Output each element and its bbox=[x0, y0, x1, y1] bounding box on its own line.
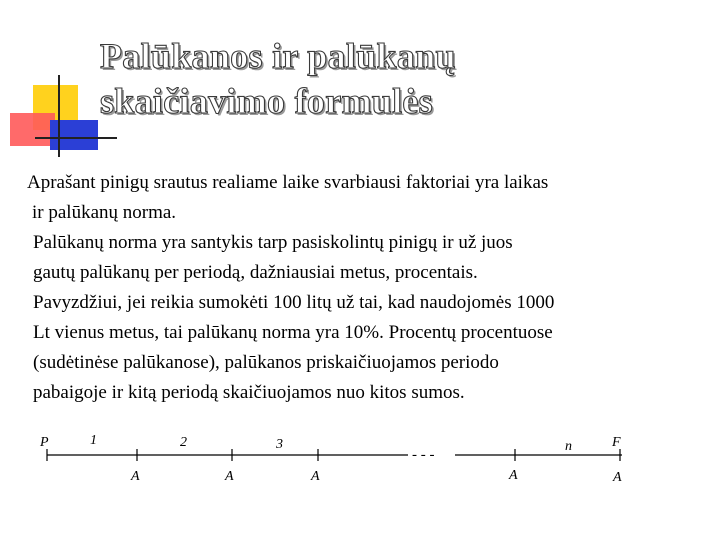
paragraph-1-line: ir palūkanų norma. bbox=[32, 202, 177, 223]
paragraph-1 bbox=[27, 168, 707, 228]
title-line-2: skaičiavimo formulės bbox=[100, 81, 433, 121]
paragraph-2 bbox=[27, 228, 707, 408]
decor-horizontal-line bbox=[35, 137, 117, 139]
decor-vertical-line bbox=[58, 75, 60, 157]
timeline-period-label: 2 bbox=[180, 435, 187, 450]
cash-flow-timeline bbox=[0, 420, 720, 495]
paragraph-2-line: gautų palūkanų per periodą, dažniausiai metus, procentais. bbox=[33, 262, 478, 283]
title-line-1: Palūkanos ir palūkanų bbox=[100, 36, 456, 76]
timeline-period-label: 3 bbox=[276, 437, 283, 452]
timeline-period-label: n bbox=[565, 439, 572, 454]
timeline-end-label: F bbox=[612, 435, 621, 450]
timeline-payment-label: A bbox=[225, 469, 234, 484]
paragraph-2-line: Palūkanų norma yra santykis tarp pasiskolintų pinigų ir už juos bbox=[33, 232, 513, 253]
paragraph-2-line: pabaigoje ir kitą periodą skaičiuojamos nuo kitos sumos. bbox=[33, 382, 465, 403]
paragraph-2-line: Lt vienus metus, tai palūkanų norma yra 10%. Procentų procentuose bbox=[33, 322, 553, 343]
paragraph-2-line: (sudėtinėse palūkanose), palūkanos priskaičiuojamos periodo bbox=[33, 352, 499, 373]
paragraph-2-line: Pavyzdžiui, jei reikia sumokėti 100 litų už tai, kad naudojomės 1000 bbox=[33, 292, 555, 313]
decor-red-square bbox=[10, 113, 55, 146]
slide-title bbox=[100, 34, 456, 124]
timeline-start-label: P bbox=[40, 435, 49, 450]
timeline-payment-label: A bbox=[509, 468, 518, 483]
timeline-payment-label: A bbox=[613, 470, 622, 485]
timeline-period-label: 1 bbox=[90, 433, 97, 448]
timeline-payment-label: A bbox=[131, 469, 140, 484]
paragraph-1-line: Aprašant pinigų srautus realiame laike svarbiausi faktoriai yra laikas bbox=[27, 172, 549, 193]
timeline-ellipsis: - - - bbox=[412, 447, 435, 463]
slide-body bbox=[27, 168, 707, 408]
timeline-payment-label: A bbox=[311, 469, 320, 484]
